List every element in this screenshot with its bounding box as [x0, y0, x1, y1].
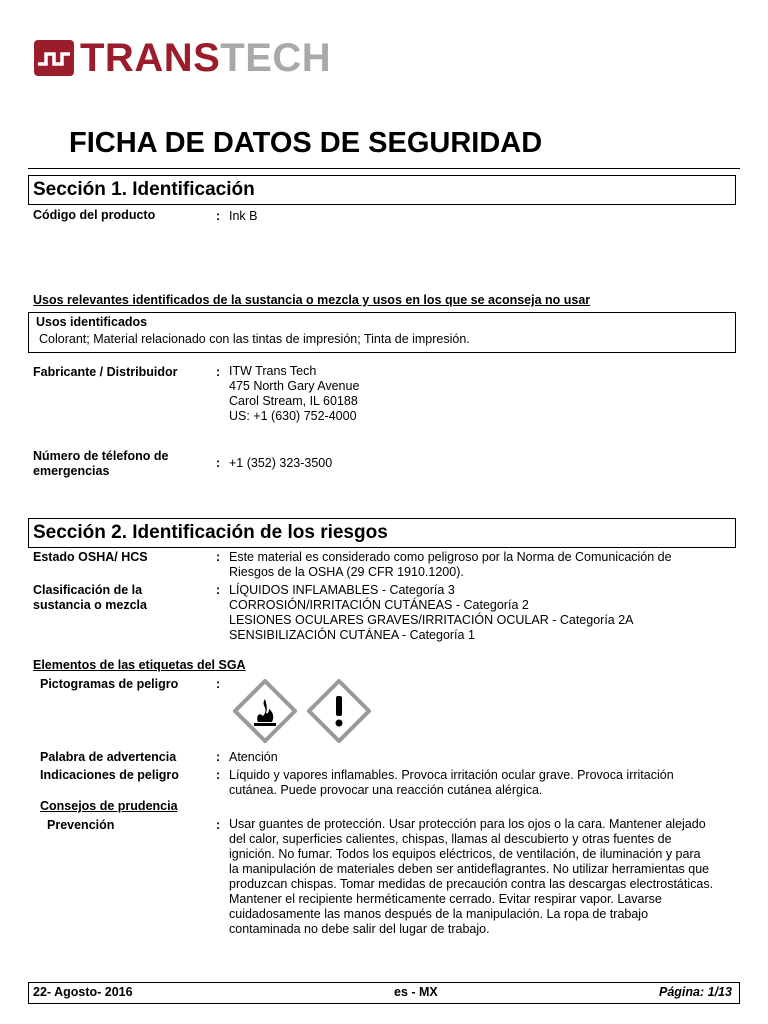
title-divider [28, 168, 740, 169]
ghs-heading: Elementos de las etiquetas del SGA [33, 658, 246, 672]
prevention-line: Usar guantes de protección. Usar protección para los ojos o la cara. Mantener alejado [229, 817, 706, 831]
pictograms-label: Pictogramas de peligro [40, 677, 179, 691]
product-code-value: Ink B [229, 209, 258, 223]
separator: : [216, 818, 221, 832]
manufacturer-address [229, 364, 359, 424]
separator: : [216, 768, 221, 782]
classification-item: LESIONES OCULARES GRAVES/IRRITACIÓN OCULAR - Categoría 2A [229, 613, 634, 627]
section1-heading: Sección 1. Identificación [33, 179, 255, 200]
signal-word-label: Palabra de advertencia [40, 750, 177, 764]
emergency-label-line: Número de télefono de [33, 449, 169, 463]
classification-label-line: sustancia o mezcla [33, 598, 147, 612]
signal-word-value: Atención [229, 750, 278, 764]
prevention-label: Prevención [47, 818, 115, 832]
company-logo [34, 38, 331, 78]
manufacturer-line: Carol Stream, IL 60188 [229, 394, 358, 408]
uses-box-value: Colorant; Material relacionado con las tintas de impresión; Tinta de impresión. [39, 332, 470, 346]
classification-item: CORROSIÓN/IRRITACIÓN CUTÁNEAS - Categoría 2 [229, 598, 529, 612]
flame-pictogram-icon [233, 679, 297, 743]
manufacturer-line: ITW Trans Tech [229, 364, 317, 378]
classification-label-line: Clasificación de la [33, 583, 143, 597]
classification-item: LÍQUIDOS INFLAMABLES - Categoría 3 [229, 583, 455, 597]
manufacturer-line: US: +1 (630) 752-4000 [229, 409, 357, 423]
prevention-line: cuidadosamente las manos después de la manipulación. La ropa de trabajo [229, 907, 649, 921]
emergency-label-line: emergencias [33, 464, 110, 478]
prevention-text [229, 817, 713, 937]
logo-text-trans: TRANS [80, 36, 221, 80]
transtech-logo-icon [34, 40, 74, 76]
prevention-line: contaminada no debe salir del lugar de trabajo. [229, 922, 490, 936]
hazard-label: Indicaciones de peligro [40, 768, 179, 782]
footer-date: 22- Agosto- 2016 [33, 985, 133, 999]
uses-box-label: Usos identificados [36, 315, 148, 329]
hazard-line: cutánea. Puede provocar una reacción cutánea alérgica. [229, 783, 543, 797]
separator: : [216, 365, 221, 379]
hazard-line: Líquido y vapores inflamables. Provoca irritación ocular grave. Provoca irritación [229, 768, 674, 782]
separator: : [216, 209, 221, 223]
separator: : [216, 750, 221, 764]
precautionary-heading: Consejos de prudencia [40, 799, 178, 813]
section2-heading: Sección 2. Identificación de los riesgos [33, 522, 388, 543]
classification-list [229, 583, 634, 643]
separator: : [216, 456, 221, 470]
separator: : [216, 550, 221, 564]
separator: : [216, 677, 221, 691]
classification-item: SENSIBILIZACIÓN CUTÁNEA - Categoría 1 [229, 628, 475, 642]
osha-status [229, 550, 672, 580]
logo-text-tech: TECH [220, 36, 332, 80]
prevention-line: del calor, superficies calientes, chispas, llamas al descubierto y otras fuentes de [229, 832, 672, 846]
footer-page-number: Página: 1/13 [659, 985, 732, 999]
prevention-line: ignición. No fumar. Todos los equipos eléctricos, de ventilación, de iluminación y para [229, 847, 701, 861]
emergency-phone: +1 (352) 323-3500 [229, 456, 333, 470]
osha-line: Riesgos de la OSHA (29 CFR 1910.1200). [229, 565, 464, 579]
document-title: FICHA DE DATOS DE SEGURIDAD [69, 127, 543, 159]
logo-wordmark [80, 38, 331, 78]
product-code-label: Código del producto [33, 208, 156, 222]
classification-label [33, 583, 147, 613]
prevention-line: produzcan chispas. Tomar medidas de precaución contra las descargas electrostáticas. [229, 877, 714, 891]
exclamation-pictogram-icon [307, 679, 371, 743]
footer-box [28, 982, 740, 1004]
manufacturer-line: 475 North Gary Avenue [229, 379, 360, 393]
osha-line: Este material es considerado como peligroso por la Norma de Comunicación de [229, 550, 672, 564]
manufacturer-label: Fabricante / Distribuidor [33, 365, 178, 379]
osha-label: Estado OSHA/ HCS [33, 550, 148, 564]
hazard-statements [229, 768, 674, 798]
uses-heading: Usos relevantes identificados de la sustancia o mezcla y usos en los que se aconseja no usar [33, 293, 591, 307]
separator: : [216, 583, 221, 597]
prevention-line: Mantener el recipiente herméticamente cerrado. Evitar respirar vapor. Lavarse [229, 892, 662, 906]
emergency-label [33, 449, 168, 479]
footer-locale: es - MX [394, 985, 438, 999]
prevention-line: la manipulación de materiales deben ser antideflagrantes. No utilizar herramientas que [229, 862, 710, 876]
